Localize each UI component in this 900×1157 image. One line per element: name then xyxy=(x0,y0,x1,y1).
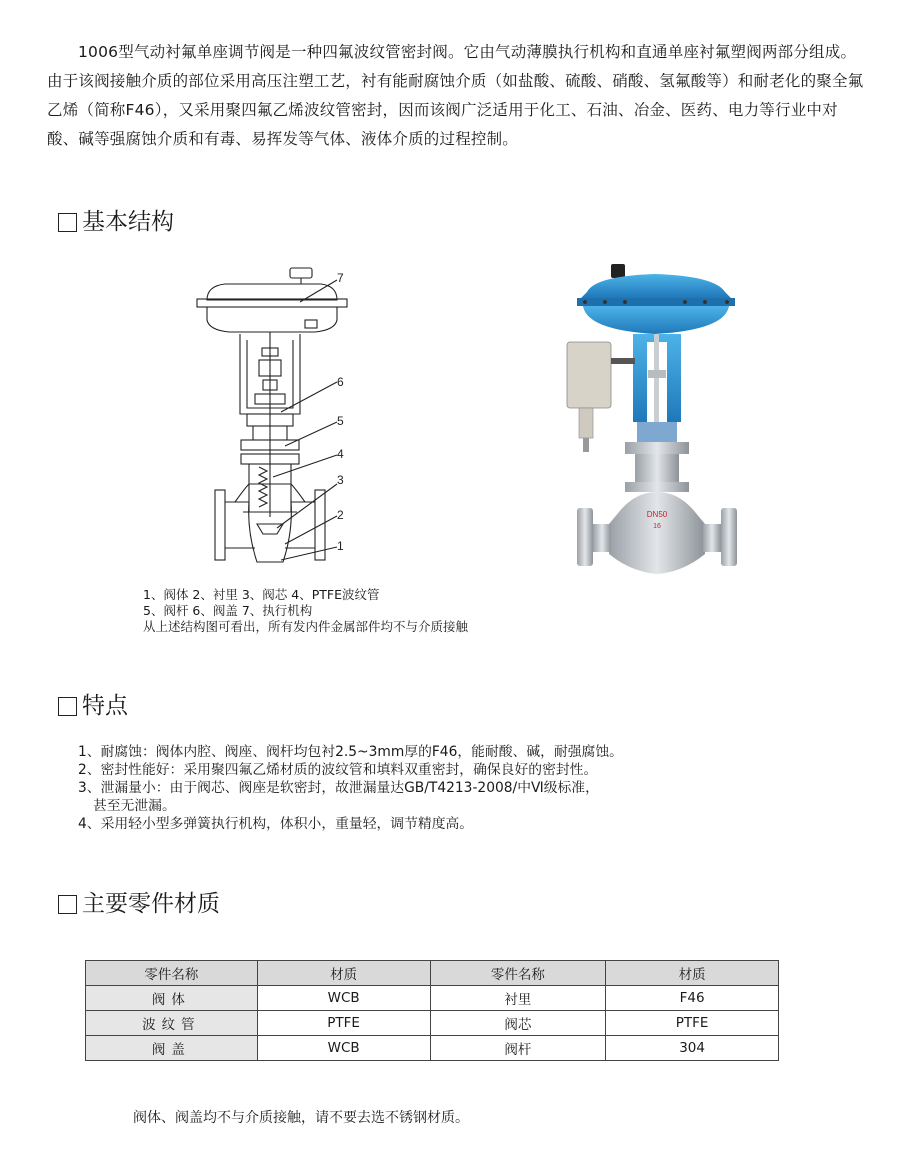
photo-marking-pressure: 16 xyxy=(653,523,661,530)
feature-item: 1、耐腐蚀：阀体内腔、阀座、阀杆均包衬2.5~3mm厚的F46，能耐酸、碱，耐强腐蚀。 xyxy=(78,744,623,760)
diagram-legend xyxy=(143,587,468,635)
section-title-text: 主要零件材质 xyxy=(82,891,220,917)
footnote: 阀体、阀盖均不与介质接触，请不要去选不锈钢材质。 xyxy=(133,1110,469,1126)
table-cell-part: 波纹管 xyxy=(86,1011,258,1036)
feature-item-continued: 甚至无泄漏。 xyxy=(93,798,176,814)
checkbox-square-icon xyxy=(58,895,77,914)
table-cell-part: 衬里 xyxy=(430,986,606,1011)
table-header: 材质 xyxy=(257,961,430,986)
table-cell-material: F46 xyxy=(606,986,779,1011)
table-cell-part: 阀芯 xyxy=(430,1011,606,1036)
table-cell-material: PTFE xyxy=(257,1011,430,1036)
callout-6: 6 xyxy=(337,375,344,389)
intro-paragraph: 1006型气动衬氟单座调节阀是一种四氟波纹管密封阀。它由气动薄膜执行机构和直通单座衬氟塑阀两部分组成。由于该阀接触介质的部位采用高压注塑工艺，衬有能耐腐蚀介质（如盐酸、硫酸、硝酸、氢氟酸等）和耐老化的聚全氟乙烯（简称F46），又采用聚四氟乙烯波纹管密封，因而该阀广泛适用于化工、石油、冶金、医药、电力等行业中对酸、碱等强腐蚀介质和有毒、易挥发等气体、液体介质的过程控制。 xyxy=(47,43,864,148)
table-header: 零件名称 xyxy=(430,961,606,986)
materials-table xyxy=(85,960,779,1061)
section-title-features xyxy=(58,692,128,720)
table-row xyxy=(86,1011,779,1036)
legend-line: 1、阀体 2、衬里 3、阀芯 4、PTFE波纹管 xyxy=(143,587,380,602)
table-row xyxy=(86,986,779,1011)
section-title-text: 特点 xyxy=(82,693,128,719)
table-cell-material: PTFE xyxy=(606,1011,779,1036)
table-header-row xyxy=(86,961,779,986)
section-title-materials xyxy=(58,890,220,918)
table-cell-part: 阀盖 xyxy=(86,1036,258,1061)
callout-1: 1 xyxy=(337,539,344,553)
callout-2: 2 xyxy=(337,508,344,522)
section-title-text: 基本结构 xyxy=(82,209,174,235)
valve-product-photo xyxy=(555,262,765,597)
table-cell-material: WCB xyxy=(257,1036,430,1061)
table-header: 材质 xyxy=(606,961,779,986)
checkbox-square-icon xyxy=(58,697,77,716)
table-row xyxy=(86,1036,779,1061)
feature-item: 2、密封性能好：采用聚四氟乙烯材质的波纹管和填料双重密封，确保良好的密封性。 xyxy=(78,762,598,778)
callout-4: 4 xyxy=(337,447,344,461)
table-cell-part: 阀杆 xyxy=(430,1036,606,1061)
table-cell-material: 304 xyxy=(606,1036,779,1061)
table-cell-part: 阀体 xyxy=(86,986,258,1011)
callout-5: 5 xyxy=(337,414,344,428)
feature-item: 4、采用轻小型多弹簧执行机构，体积小，重量轻，调节精度高。 xyxy=(78,816,474,832)
table-header: 零件名称 xyxy=(86,961,258,986)
table-cell-material: WCB xyxy=(257,986,430,1011)
callout-3: 3 xyxy=(337,473,344,487)
feature-item: 3、泄漏量小：由于阀芯、阀座是软密封，故泄漏量达GB/T4213-2008/中Ⅵ级标准， xyxy=(78,780,599,796)
section-title-structure xyxy=(58,208,174,236)
features-list xyxy=(78,743,623,833)
checkbox-square-icon xyxy=(58,213,77,232)
photo-marking-dn: DN50 xyxy=(646,510,668,519)
legend-line: 5、阀杆 6、阀盖 7、执行机构 xyxy=(143,603,313,618)
legend-line: 从上述结构图可看出，所有发内件金属部件均不与介质接触 xyxy=(143,619,469,634)
valve-structure-diagram xyxy=(185,262,365,592)
callout-7: 7 xyxy=(337,271,344,285)
